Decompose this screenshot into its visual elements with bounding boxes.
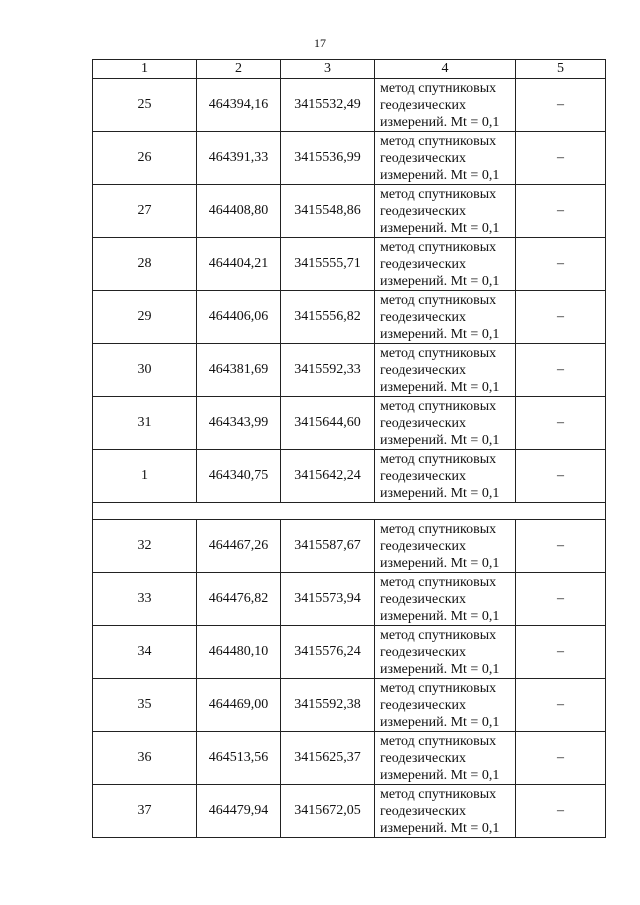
method-cell [375, 132, 516, 185]
y-coordinate-cell: 3415592,33 [281, 344, 375, 397]
method-cell [375, 785, 516, 838]
method-line: метод спутниковых [380, 786, 497, 802]
note-cell: – [516, 132, 606, 185]
table-row [93, 785, 606, 838]
table-row [93, 344, 606, 397]
method-line: геодезических [380, 309, 467, 325]
x-coordinate-cell: 464480,10 [197, 626, 281, 679]
method-line: геодезических [380, 256, 467, 272]
method-line: геодезических [380, 803, 467, 819]
note-cell: – [516, 732, 606, 785]
y-coordinate-cell: 3415672,05 [281, 785, 375, 838]
y-coordinate-cell: 3415548,86 [281, 185, 375, 238]
column-header-2: 2 [197, 60, 281, 79]
method-line: измерений. Mt = 0,1 [380, 326, 500, 342]
table-row [93, 450, 606, 503]
method-line: измерений. Mt = 0,1 [380, 220, 500, 236]
point-cell: 32 [93, 520, 197, 573]
method-line: метод спутниковых [380, 733, 497, 749]
table-row [93, 238, 606, 291]
method-line: геодезических [380, 415, 467, 431]
method-cell [375, 679, 516, 732]
method-line: измерений. Mt = 0,1 [380, 432, 500, 448]
point-cell: 28 [93, 238, 197, 291]
method-line: геодезических [380, 97, 467, 113]
point-cell: 31 [93, 397, 197, 450]
page-number: 17 [314, 36, 326, 50]
note-cell: – [516, 238, 606, 291]
method-line: метод спутниковых [380, 680, 497, 696]
method-cell [375, 732, 516, 785]
method-line: метод спутниковых [380, 186, 497, 202]
group-separator-row [93, 503, 606, 520]
table-row [93, 679, 606, 732]
point-cell: 26 [93, 132, 197, 185]
method-line: измерений. Mt = 0,1 [380, 485, 500, 501]
method-line: метод спутниковых [380, 133, 497, 149]
table-row [93, 573, 606, 626]
table-row [93, 132, 606, 185]
y-coordinate-cell: 3415625,37 [281, 732, 375, 785]
x-coordinate-cell: 464391,33 [197, 132, 281, 185]
y-coordinate-cell: 3415556,82 [281, 291, 375, 344]
method-line: геодезических [380, 591, 467, 607]
method-line: измерений. Mt = 0,1 [380, 273, 500, 289]
table-row [93, 626, 606, 679]
point-cell: 30 [93, 344, 197, 397]
column-header-1: 1 [93, 60, 197, 79]
note-cell: – [516, 450, 606, 503]
method-line: геодезических [380, 468, 467, 484]
method-line: метод спутниковых [380, 627, 497, 643]
x-coordinate-cell: 464343,99 [197, 397, 281, 450]
point-cell: 25 [93, 79, 197, 132]
table-row [93, 520, 606, 573]
x-coordinate-cell: 464340,75 [197, 450, 281, 503]
table-row [93, 185, 606, 238]
table-row [93, 79, 606, 132]
note-cell: – [516, 185, 606, 238]
point-cell: 35 [93, 679, 197, 732]
method-line: метод спутниковых [380, 239, 497, 255]
method-line: метод спутниковых [380, 398, 497, 414]
method-line: метод спутниковых [380, 574, 497, 590]
table-body [93, 79, 606, 838]
note-cell: – [516, 626, 606, 679]
method-cell [375, 185, 516, 238]
table-header-row [93, 60, 606, 79]
point-cell: 27 [93, 185, 197, 238]
method-cell [375, 397, 516, 450]
method-line: измерений. Mt = 0,1 [380, 114, 500, 130]
y-coordinate-cell: 3415555,71 [281, 238, 375, 291]
x-coordinate-cell: 464513,56 [197, 732, 281, 785]
method-line: измерений. Mt = 0,1 [380, 379, 500, 395]
note-cell: – [516, 679, 606, 732]
method-line: геодезических [380, 362, 467, 378]
method-line: измерений. Mt = 0,1 [380, 767, 500, 783]
column-header-4: 4 [375, 60, 516, 79]
y-coordinate-cell: 3415592,38 [281, 679, 375, 732]
y-coordinate-cell: 3415573,94 [281, 573, 375, 626]
method-line: геодезических [380, 150, 467, 166]
column-header-3: 3 [281, 60, 375, 79]
x-coordinate-cell: 464469,00 [197, 679, 281, 732]
method-cell [375, 79, 516, 132]
table-row [93, 291, 606, 344]
group-separator-cell [93, 503, 606, 520]
point-cell: 34 [93, 626, 197, 679]
x-coordinate-cell: 464406,06 [197, 291, 281, 344]
method-cell [375, 291, 516, 344]
x-coordinate-cell: 464394,16 [197, 79, 281, 132]
y-coordinate-cell: 3415642,24 [281, 450, 375, 503]
y-coordinate-cell: 3415536,99 [281, 132, 375, 185]
method-cell [375, 238, 516, 291]
method-line: измерений. Mt = 0,1 [380, 820, 500, 836]
y-coordinate-cell: 3415587,67 [281, 520, 375, 573]
method-line: измерений. Mt = 0,1 [380, 714, 500, 730]
note-cell: – [516, 520, 606, 573]
note-cell: – [516, 573, 606, 626]
note-cell: – [516, 291, 606, 344]
method-line: измерений. Mt = 0,1 [380, 555, 500, 571]
method-cell [375, 344, 516, 397]
coordinates-table [92, 59, 606, 838]
point-cell: 1 [93, 450, 197, 503]
method-line: измерений. Mt = 0,1 [380, 608, 500, 624]
method-line: метод спутниковых [380, 451, 497, 467]
x-coordinate-cell: 464408,80 [197, 185, 281, 238]
x-coordinate-cell: 464479,94 [197, 785, 281, 838]
column-header-5: 5 [516, 60, 606, 79]
point-cell: 29 [93, 291, 197, 344]
method-line: измерений. Mt = 0,1 [380, 661, 500, 677]
method-line: измерений. Mt = 0,1 [380, 167, 500, 183]
x-coordinate-cell: 464476,82 [197, 573, 281, 626]
method-line: геодезических [380, 203, 467, 219]
x-coordinate-cell: 464381,69 [197, 344, 281, 397]
x-coordinate-cell: 464404,21 [197, 238, 281, 291]
method-line: геодезических [380, 697, 467, 713]
method-cell [375, 450, 516, 503]
method-line: метод спутниковых [380, 292, 497, 308]
x-coordinate-cell: 464467,26 [197, 520, 281, 573]
note-cell: – [516, 344, 606, 397]
table-row [93, 732, 606, 785]
method-line: геодезических [380, 644, 467, 660]
method-line: геодезических [380, 750, 467, 766]
y-coordinate-cell: 3415576,24 [281, 626, 375, 679]
y-coordinate-cell: 3415644,60 [281, 397, 375, 450]
table-row [93, 397, 606, 450]
method-cell [375, 626, 516, 679]
point-cell: 33 [93, 573, 197, 626]
method-line: метод спутниковых [380, 521, 497, 537]
point-cell: 36 [93, 732, 197, 785]
note-cell: – [516, 785, 606, 838]
note-cell: – [516, 79, 606, 132]
method-cell [375, 520, 516, 573]
note-cell: – [516, 397, 606, 450]
method-line: метод спутниковых [380, 345, 497, 361]
y-coordinate-cell: 3415532,49 [281, 79, 375, 132]
method-line: метод спутниковых [380, 80, 497, 96]
method-cell [375, 573, 516, 626]
method-line: геодезических [380, 538, 467, 554]
point-cell: 37 [93, 785, 197, 838]
